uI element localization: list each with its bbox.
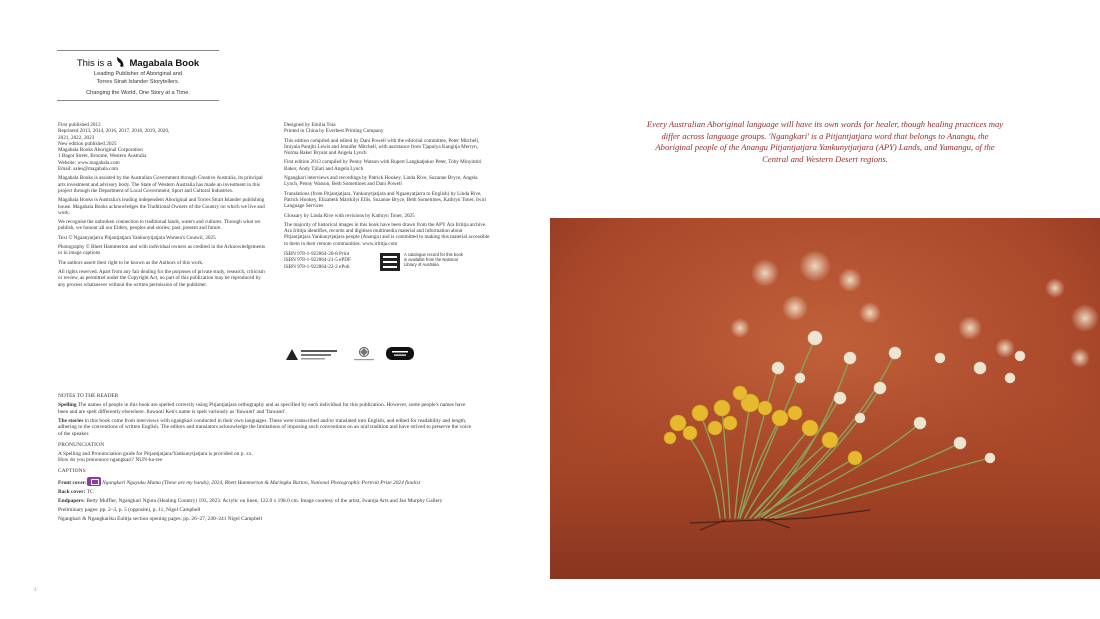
funding-statement: Magabala Books is assisted by the Australian Government through Creative Australia, its principal arts investment and advisory body. The State of Western Australia has made an investment in this project through the Department of Local Government, Sport and Cultural Industries. — [58, 175, 263, 194]
glossary-credit: Glossary by Linda Rive with revisions by Kathryn Toner, 2025 — [284, 212, 415, 219]
national-library-logo-icon — [380, 253, 400, 271]
archive-credit: The majority of historical images in this book have been drawn from the APY Ara Irititja archive. Ara Irititja identifies, records and digitises multimedia material and information about Pitjantjatjara Yankunytjatjara people (Anangu) and is committed to making this material accessible to them in their remote communities. www.irititja.com — [284, 221, 490, 247]
rights-statement: All rights reserved. Apart from any fair dealing for the purposes of private study, research, criticism or review, as permitted under the Copyright Act, no part of this publication may be reproduced by any process whatsoever without the written permission of the publisher. — [58, 268, 265, 288]
wa-government-logo-icon — [284, 346, 340, 362]
photo-drawing — [550, 218, 1100, 579]
header-title-brand: Magabala Book — [129, 58, 200, 69]
compiled-credit: This edition compiled and edited by Dani Powell with the editorial committee, Peter Mitchell, Imiyala Pantjiti Lewis and Jennifer Mitchell, with assistance from Tjapulya Kangitja Merryn, Norma Baker Bryant and Angela Lynch — [284, 137, 480, 157]
publisher-statement: Magabala Books is Australia's leading independent Aboriginal and Torres Strait Islander publishing house. Magabala Books acknowledges the Traditional Owners of the Country on which we live and work. — [58, 197, 265, 216]
header-subtitle-1: Leading Publisher of Aboriginal and — [93, 71, 182, 77]
everlasting-flowers-photo — [550, 218, 1100, 579]
page-number: 4 — [34, 588, 37, 593]
isbn-line: ISBN 978-1-922864-21-5 ePDF — [284, 257, 351, 264]
published-line: First published 2013 — [58, 122, 101, 128]
published-line: Email: sales@magabala.com — [58, 166, 119, 173]
catalogue-record-text: A catalogue record for this book is available from the National Library of Australia — [404, 252, 463, 268]
imprint-column — [58, 122, 268, 291]
magabala-header — [57, 50, 219, 101]
isbn-list — [284, 251, 351, 270]
spelling-text: The names of people in this book are spelled correctly using Pitjantjatjara orthography and as specified by each individual for this publication. However, some people's names have been and are spelt differently elsewhere. Ilawanti Ken's name is spelt variously as 'Ilawanti' and 'Ilawanti'. — [58, 402, 466, 415]
preliminary-caption: Preliminary pages: pp. 2–3, p. 5 (opposite), p. 11, Nigel Campbell — [58, 507, 201, 514]
front-cover-label: Front cover: — [58, 479, 87, 486]
pronunciation-line: How do you pronounce ngangkari? NUN-ka-ree — [58, 457, 163, 464]
australian-government-crest-icon — [350, 346, 378, 362]
publication-history — [58, 122, 268, 172]
published-line: New edition published 2025 — [58, 140, 117, 147]
published-line: Magabala Books Aboriginal Corporation — [58, 147, 143, 154]
section-openings-caption: Ngangkari & Ngangkariku Eulitja section opening pages: pp. 26–27, 240–241 Nigel Campbell — [58, 516, 263, 523]
published-line: 1 Bagot Street, Broome, Western Australia — [58, 153, 147, 160]
photo-copyright: Photography © Rhett Hammerton and with individual owners as credited in the Acknowledgements or in image captions — [58, 244, 266, 257]
back-cover-caption — [58, 489, 472, 496]
published-line: Reprinted 2013, 2014, 2016, 2017, 2018, 2019, 2020, — [58, 128, 170, 135]
header-title — [57, 56, 219, 71]
stories-label: The stories — [58, 417, 84, 424]
isbn-line: ISBN 978-1-922864-20-8 Print — [284, 251, 350, 258]
moral-rights: The authors assert their right to be known as the Authors of this work. — [58, 259, 204, 266]
endpapers-caption — [58, 498, 472, 505]
header-title-prefix: This is a — [76, 58, 113, 69]
creative-australia-logo-icon — [386, 346, 414, 362]
pronunciation-note — [58, 451, 472, 464]
design-credit — [284, 122, 490, 135]
back-cover-label: Back cover: — [58, 489, 86, 496]
published-line: 2021, 2022, 2023 — [58, 134, 95, 141]
design-credit-text: Designed by Emilia Toia — [284, 122, 336, 128]
notes-to-reader — [58, 393, 472, 525]
stories-note — [58, 418, 472, 438]
captions-heading: CAPTIONS — [58, 467, 86, 474]
back-cover-text: TC — [86, 489, 94, 496]
spelling-label: Spelling — [58, 402, 77, 409]
header-subtitle-2: Torres Strait Islander Storytellers. — [96, 78, 180, 85]
acknowledgement-statement: We recognise the unbroken connection to traditional lands, waters and cultures. Through what we publish, we honour all our Elders, peoples and stories; past, present and future. — [58, 219, 261, 232]
credits-column — [284, 122, 490, 275]
magabala-bird-logo-icon — [115, 56, 127, 68]
comment-badge-icon[interactable] — [87, 477, 101, 486]
header-tagline: Changing the World, One Story at a Time. — [86, 90, 190, 96]
front-cover-text: Ngangkari Ngayuku Mama (These are my hands), 2024, Rhett Hammerton & Maringka Burton, National Photographic Portrait Prize 2024 finalist — [102, 479, 421, 486]
notes-heading: NOTES TO THE READER — [58, 393, 119, 399]
endpapers-text: Betty Muffler, Ngangkari Ngura (Healing Country) 193, 2023. Acrylic on linen, 122.0 x 198.0 cm. Image courtesy of the artist, Iwantja Arts and Jan Murphy Gallery — [86, 498, 443, 505]
endpapers-label: Endpapers: — [58, 498, 85, 505]
isbn-line: ISBN 978-1-922864-22-2 ePub — [284, 263, 350, 270]
isbn-block — [284, 251, 490, 275]
published-line: Website: www.magabala.com — [58, 159, 120, 166]
healer-quote: Every Australian Aboriginal language will have its own words for healer, though healing practices may differ across language groups. 'Ngangkari' is a Pitjantjatjara word that belongs to Anangu, the Aboriginal people of the Anangu Pitjantjatjara Yankunytjatjara (APY) Lands, and Yamangu, of the Central and Western Desert regions. — [646, 119, 1004, 164]
spelling-note — [58, 402, 472, 415]
pronunciation-heading: PRONUNCIATION — [58, 441, 105, 448]
pronunciation-line: A Spelling and Pronunciation guide for Pitjantjatjara/Yankunytjatjara is provided on p. xx. — [58, 450, 253, 457]
interviews-credit: Ngangkari interviews and recordings by Patrick Hookey, Linda Rive, Suzanne Bryce, Angela Lynch, Penny Watson, Beth Sometimes and Dani Powell — [284, 175, 478, 188]
front-cover-caption — [58, 477, 472, 487]
first-edition-credit: First edition 2013 compiled by Penny Watson with Rupert Langkatjukur Peter, Toby Minyintiri Baker, Andy Tjilari and Angela Lynch — [284, 159, 482, 172]
translations-credit: Translations (from Pitjantjatjara, Yankunytjatjara and Ngaanyatjarra to English) by Linda Rive, Patrick Hookey, Elizabeth Marrkilyi Ellis, Suzanne Bryce, Beth Sometimes, Kathryn Toner, Iwiri Language Services — [284, 190, 487, 210]
stories-text: in this book come from interviews with ngangkari conducted in their own languages. These were transcribed and/or translated into English, and edited for readability and length, adhering to the conventions of written English. The editors and translators acknowledge the limitations of imposing such conventions on an oral tradition and have strived to preserve the voice of the speaker. — [58, 417, 472, 437]
funder-logos — [284, 346, 484, 364]
printed-credit: Printed in China by Everbest Printing Company — [284, 128, 384, 135]
text-copyright: Text © Ngaanyatjarra Pitjantjatjara Yankunytjatjara Women's Council, 2025 — [58, 234, 216, 241]
